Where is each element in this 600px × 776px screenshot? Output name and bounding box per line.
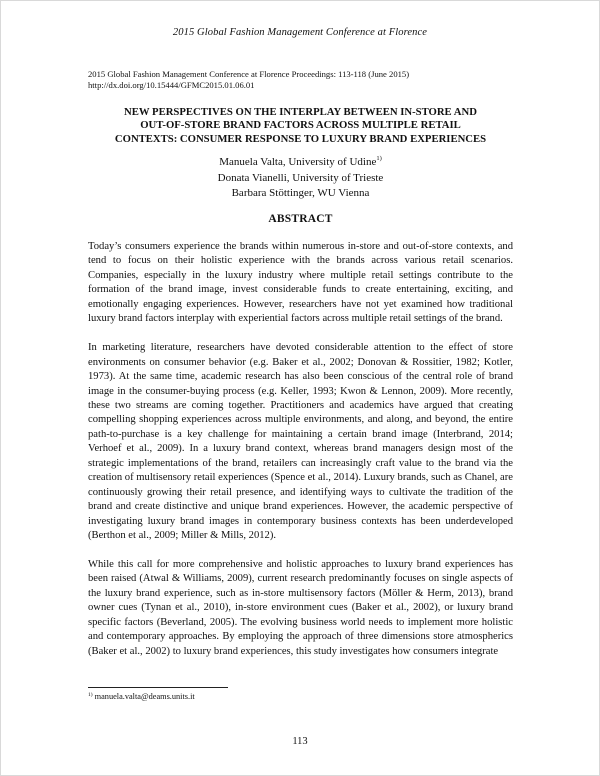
author-name: Donata Vianelli, University of Trieste (217, 171, 384, 184)
proceedings-info (88, 69, 518, 91)
abstract-body (88, 240, 513, 659)
paper-title (88, 106, 513, 146)
title-line: NEW PERSPECTIVES ON THE INTERPLAY BETWEEN IN-STORE AND (124, 106, 477, 118)
title-line: OUT-OF-STORE BRAND FACTORS ACROSS MULTIPLE RETAIL (140, 119, 461, 132)
doi-link[interactable]: http://dx.doi.org/10.15444/GFMC2015.01.06.01 (88, 80, 255, 90)
title-line: CONTEXTS: CONSUMER RESPONSE TO LUXURY BRAND EXPERIENCES (114, 132, 487, 145)
proceedings-citation: 2015 Global Fashion Management Conference at Florence Proceedings: 113-118 (June 2015) (88, 69, 410, 79)
running-header: 2015 Global Fashion Management Conference at Florence (172, 27, 428, 38)
abstract-heading: ABSTRACT (268, 213, 333, 225)
footnote-marker: 1) (88, 692, 93, 698)
author-line (88, 186, 513, 202)
author-name: Barbara Stöttinger, WU Vienna (231, 187, 370, 199)
footnote-divider (88, 687, 228, 688)
footnote-email[interactable]: manuela.valta@deams.units.it (94, 692, 195, 701)
footnote (88, 692, 513, 702)
author-name: Manuela Valta, University of Udine (219, 156, 377, 168)
footnote-marker: 1) (376, 155, 382, 162)
paragraph: In marketing literature, researchers have devoted considerable attention to the effect of store environments on consumer behavior (e.g. Baker et al., 2002; Donovan & Rossitier, 1982; Kotler, 1973). At the same time, academic research has also been conscious of the central role of brand image in the consumer-buying process (e.g. Keller, 1993; Kwon & Lennon, 2009). More recently, these two streams are coming together. Practitioners and academics have argued that creating compelling shopping experiences across multiple environments, and along, and beyond, the entire path-to-purchase is a key challenge for maintaining a certain brand image (Interbrand, 2014; Verhoef et al., 2009). In a luxury brand context, whereas brand managers design most of the strategic implementations of the brand, retailers can increasingly craft value to the brand via the creation of multisensory retail experiences (Spence et al., 2014). Luxury brands, such as Chanel, are continuously growing their retail presence, and identifying ways to cultivate the tradition of the brand and create distinctive and unique brand experiences. However, the academic perspective of investigating luxury brand images in contemporary business contexts has been underdeveloped (Berthon et al., 2009; Miller & Mills, 2012). (88, 342, 513, 542)
paragraph: Today’s consumers experience the brands within numerous in-store and out-of-store contexts, and tend to focus on their holistic experience with the brands across various retail scenarios. Companies, especially in the luxury industry where multiple retail settings contribute to the formation of the brand image, invest considerable funds to create entertaining, exciting, and emotionally engaging experiences. However, researchers have not yet examined how traditional luxury brand factors interplay with experiential factors across multiple retail settings of the brand. (88, 241, 513, 325)
author-line (88, 171, 513, 187)
page-number: 113 (292, 736, 308, 747)
author-list (88, 155, 513, 202)
paragraph: While this call for more comprehensive and holistic approaches to luxury brand experiences has been raised (Atwal & Williams, 2009), current research predominantly focuses on single aspects of the luxury brand experience, such as in-store multisensory factors (Möller & Herm, 2013), brand owner cues (Tynan et al., 2010), in-store environment cues (Baker et al., 2002), or luxury brand specific factors (Beverland, 2005). The evolving business world needs to implement more holistic and contemporary approaches. By employing the approach of three dimensions store atmospherics (Baker et al., 2002) to luxury brand experiences, this study investigates how consumers integrate (88, 558, 513, 657)
author-line (88, 155, 513, 171)
